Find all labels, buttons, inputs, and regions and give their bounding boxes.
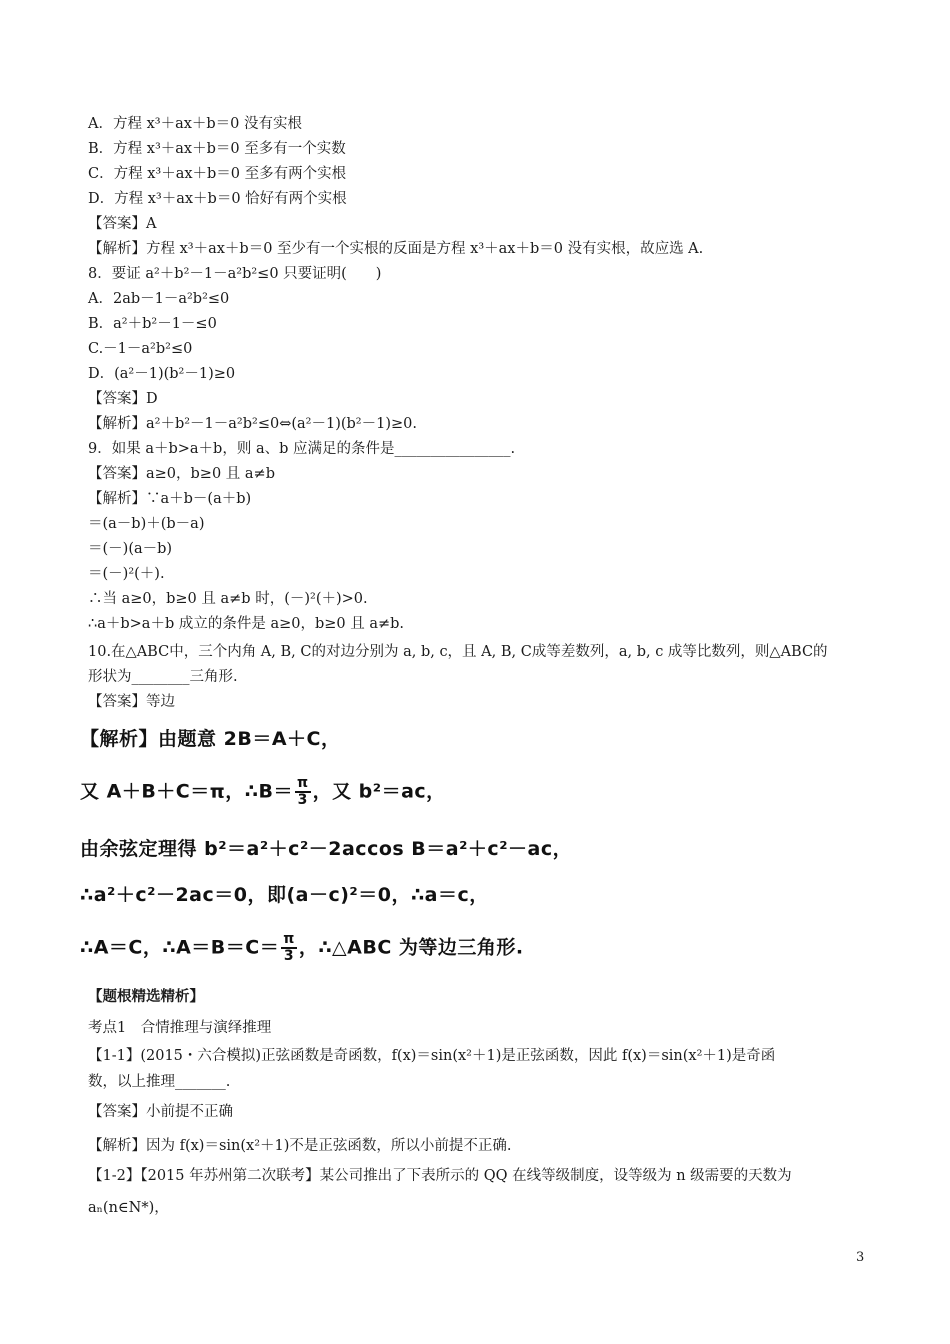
page-number: 3 (856, 1250, 865, 1265)
text-line-l8: A．2ab－1－a²b²≤0 (88, 291, 230, 307)
text-line-l15: 【答案】a≥0，b≥0 且 a≠b (88, 466, 275, 482)
text-line-l12: 【答案】D (88, 391, 158, 407)
solution-text: ，∴△ABC 为等边三角形. (298, 936, 524, 959)
fraction-denominator: 3 (283, 948, 295, 964)
text-line-l22: 10.在△ABC中，三个内角 A, B, C的对边分别为 a, b, c，且 A, B, C成等差数列，a, b, c 成等比数列，则△ABC的 (88, 644, 828, 660)
text-line-l27: 【1-1】(2015・六合模拟)正弦函数是奇函数，f(x)＝sin(x²＋1)是正弦函数，因此 f(x)＝sin(x²＋1)是奇函 (88, 1048, 776, 1064)
text-line-l29: 【答案】小前提不正确 (88, 1104, 233, 1120)
fraction-pi-over-3 (295, 776, 311, 808)
solution-text: ∴A＝C，∴A＝B＝C＝ (80, 936, 280, 959)
text-line-l6: 【解析】方程 x³＋ax＋b＝0 至少有一个实根的反面是方程 x³＋ax＋b＝0 没有实根，故应选 A. (88, 241, 704, 257)
text-line-l16: 【解析】∵a＋b－(a＋b) (88, 491, 252, 507)
solution-line-1: 【解析】由题意 2B＝A＋C， (80, 728, 341, 750)
text-line-l31: 【1-2】【2015 年苏州第二次联考】某公司推出了下表所示的 QQ 在线等级制度，设等级为 n 级需要的天数为 (88, 1168, 792, 1184)
text-line-l32: aₙ(n∈N*)， (88, 1200, 169, 1216)
text-line-l18: ＝(－)(a－b) (88, 541, 173, 557)
fraction-numerator: π (283, 931, 295, 947)
text-line-l23: 形状为________三角形. (88, 669, 238, 685)
solution-text: ，又 b²＝ac， (312, 780, 446, 803)
solution-line-3: 由余弦定理得 b²＝a²＋c²－2accos B＝a²＋c²－ac， (80, 838, 573, 860)
fraction-denominator: 3 (297, 792, 308, 808)
solution-line-4: ∴a²＋c²－2ac＝0，即(a－c)²＝0，∴a＝c， (80, 884, 489, 906)
solution-line-5 (80, 932, 524, 964)
text-line-l3: C．方程 x³＋ax＋b＝0 至多有两个实根 (88, 166, 347, 182)
text-line-l13: 【解析】a²＋b²－1－a²b²≤0⇔(a²－1)(b²－1)≥0. (88, 416, 417, 432)
text-line-l19: ＝(－)²(＋). (88, 566, 165, 582)
text-line-l9: B．a²＋b²－1－≤0 (88, 316, 217, 332)
text-line-l1: A．方程 x³＋ax＋b＝0 没有实根 (88, 116, 303, 132)
text-line-l24: 【答案】等边 (88, 694, 175, 710)
text-line-l25: 【题根精选精析】 (88, 988, 204, 1005)
text-line-l4: D．方程 x³＋ax＋b＝0 恰好有两个实根 (88, 191, 347, 207)
fraction-pi-over-3 (281, 932, 297, 964)
text-line-l20: ∴当 a≥0，b≥0 且 a≠b 时，(－)²(＋)>0. (88, 591, 368, 607)
text-line-l21: ∴a＋b>a＋b 成立的条件是 a≥0，b≥0 且 a≠b. (88, 616, 405, 632)
fraction-numerator: π (296, 775, 309, 791)
text-line-l30: 【解析】因为 f(x)＝sin(x²＋1)不是正弦函数，所以小前提不正确. (88, 1138, 512, 1154)
text-line-l11: D．(a²－1)(b²－1)≥0 (88, 366, 236, 382)
text-line-l10: C.－1－a²b²≤0 (88, 341, 193, 357)
text-line-l28: 数，以上推理_______. (88, 1074, 231, 1090)
solution-text: 又 A＋B＋C＝π，∴B＝ (80, 780, 293, 803)
text-line-l14: 9．如果 a＋b>a＋b，则 a、b 应满足的条件是________________. (88, 441, 516, 457)
text-line-l2: B．方程 x³＋ax＋b＝0 至多有一个实数 (88, 141, 346, 157)
solution-line-2 (80, 776, 446, 808)
text-line-l17: ＝(a－b)＋(b－a) (88, 516, 205, 532)
text-line-l5: 【答案】A (88, 216, 157, 232)
text-line-l7: 8．要证 a²＋b²－1－a²b²≤0 只要证明( ) (88, 266, 382, 282)
text-line-l26: 考点1 合情推理与演绎推理 (88, 1020, 272, 1036)
